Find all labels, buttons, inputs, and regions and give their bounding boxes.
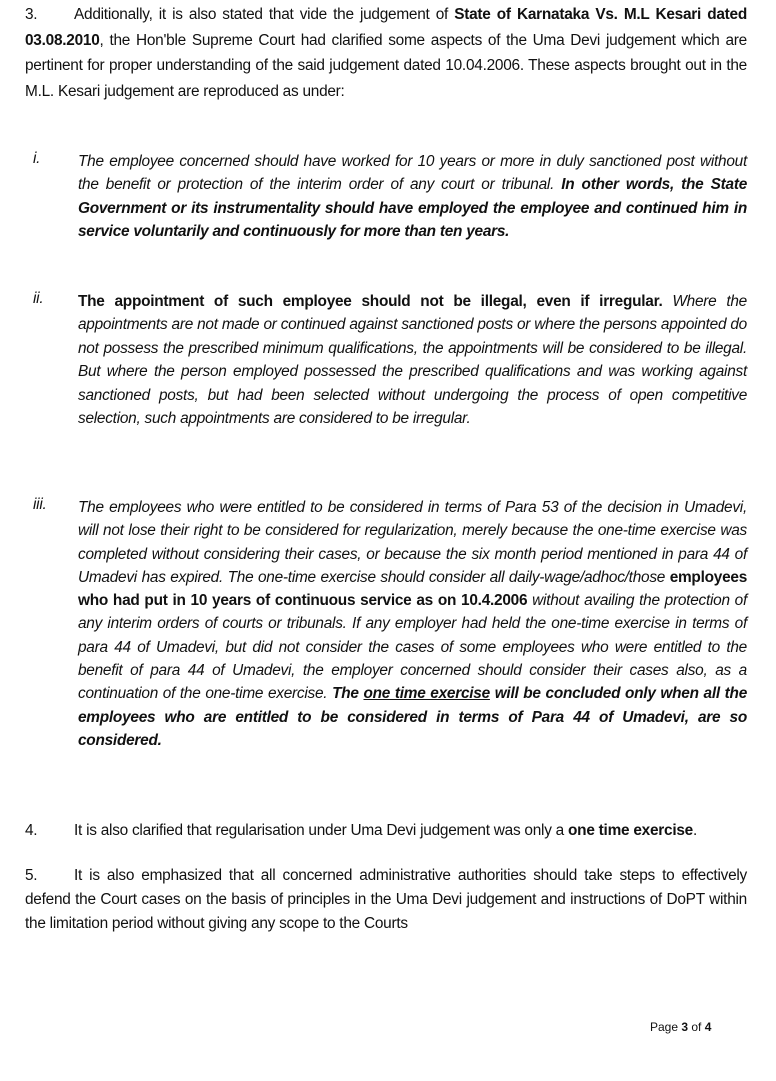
underlined-text: one time exercise	[363, 685, 490, 703]
text: , the Hon'ble Supreme Court had clarified some aspects of the Uma Devi judgement which are pertinent for proper understanding of the said judgement dated 10.04.2006. These aspects brought out in the M.L. Kesari judgement are reproduced as under:	[25, 31, 747, 100]
bold-text: will be concluded only when all the employees who are entitled to be considered in terms of Para 44 of Umadevi, are so considered.	[78, 685, 748, 749]
paragraph-4	[25, 818, 747, 844]
bold-text: one time exercise	[568, 822, 693, 839]
text: The employees who were entitled to be considered in terms of Para 53 of the decision in Umadevi, will not lose their right to be considered for regularization, merely because the one-time exercise was completed without considering their cases, or because the six month period mentioned in para 44 of Umadevi has expired. The one-time exercise should consider all daily-wage/adhoc/those	[78, 499, 747, 586]
text: It is also emphasized that all concerned administrative authorities should take steps to effectively defend the Court cases on the basis of principles in the Uma Devi judgement and instructions of DoPT within the limitation period without giving any scope to the Courts	[25, 867, 747, 932]
bold-text: In other words, the State Government or its instrumentality should have employed the employee and continued him in service voluntarily and continuously for more than ten years.	[78, 176, 748, 241]
paragraph-number: 5.	[25, 867, 38, 884]
text: The employee concerned should have worked for 10 years or more in duly sanctioned post without the benefit or protection of the interim order of any court or tribunal.	[78, 153, 747, 194]
bold-text: employees who had put in 10 years of continuous service as on 10.4.2006	[78, 568, 747, 610]
text: Where the appointments are not made or continued against sanctioned posts or where the persons appointed do not possess the prescribed minimum qualifications, the appointments will be considered to be illegal. But where the person employed possessed the prescribed qualifications and was working against sanctioned posts, but had been selected without undergoing the process of open competitive selection, such appointments are considered to be irregular.	[78, 293, 747, 428]
text: It is also clarified that regularisation under Uma Devi judgement was only a	[74, 822, 569, 839]
current-page: 3	[681, 1020, 689, 1034]
page-number	[650, 1020, 711, 1034]
list-marker: iii.	[33, 496, 47, 513]
paragraph-number: 3.	[25, 6, 38, 23]
total-pages: 4	[704, 1020, 712, 1034]
list-marker: ii.	[33, 290, 44, 307]
case-citation: State of Karnataka Vs. M.L Kesari dated 03.08.2010	[25, 6, 747, 49]
text: Additionally, it is also stated that vide the judgement of	[74, 6, 455, 23]
text: Page	[650, 1020, 682, 1034]
text: without availing the protection of any interim orders of courts or tribunals. If any employer had held the one-time exercise in terms of para 44 of Umadevi, but did not consider the cases of some employees who were entitled to the benefit of para 44 of Umadevi, the employer concerned should consider their cases also, as a continuation of the one-time exercise.	[78, 592, 747, 703]
bold-text: The appointment of such employee should not be illegal, even if irregular.	[78, 293, 663, 310]
text: of	[688, 1020, 705, 1034]
list-marker: i.	[33, 150, 41, 167]
bold-text: The	[332, 685, 364, 703]
list-item-iii	[25, 496, 747, 752]
paragraph-5	[25, 864, 747, 936]
list-item-i	[25, 150, 747, 244]
paragraph-3	[25, 2, 747, 104]
text: .	[692, 822, 697, 839]
paragraph-number: 4.	[25, 822, 38, 839]
list-item-ii	[25, 290, 747, 430]
